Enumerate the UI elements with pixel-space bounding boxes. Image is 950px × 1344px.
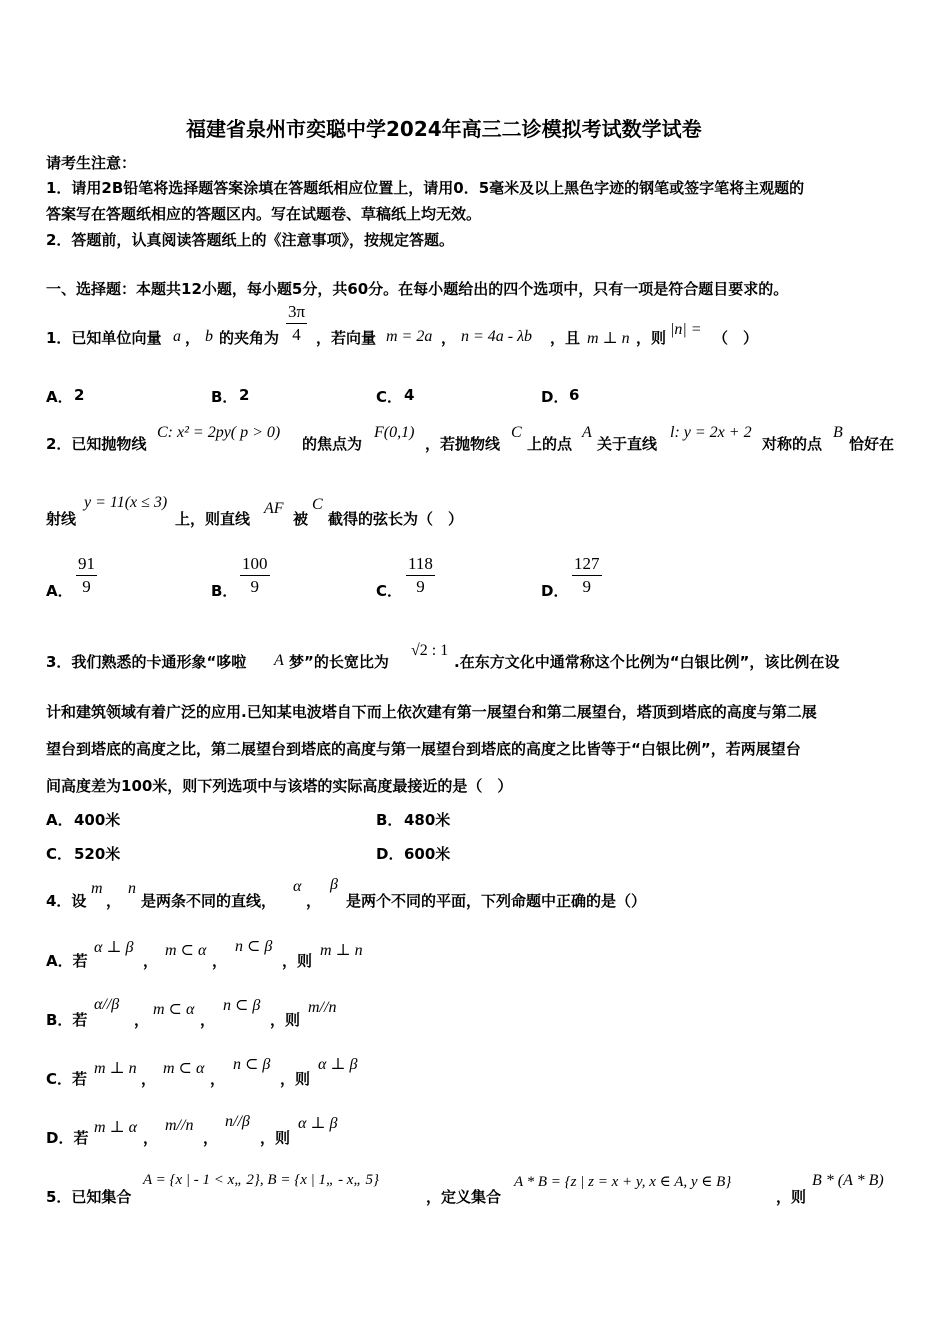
q2-option-a-numerator: 91 [76,554,97,576]
q2-text-8: 射线 [46,510,77,528]
q4-option-a-result: m ⊥ n [320,942,363,959]
q2-option-c-label: C． [376,582,403,600]
q4-option-d-sep-2: ， [203,1129,219,1147]
q4-option-b-result: m//n [308,999,337,1016]
q5-definition: A * B = {z | z = x + y, x ∈ A, y ∈ B} [514,1174,732,1190]
q5-text-1: 5．已知集合 [46,1188,132,1206]
q1-comma: ， [185,329,201,347]
q4-plane-alpha: α [293,878,302,895]
q4-line-n: n [128,880,136,897]
q3-line-3: 望台到塔底的高度之比，第二展望台到塔底的高度与第一展望台到塔底的高度之比皆等于“白银比例”，若两展望台 [46,740,801,758]
q4-option-a-sep-2: ， [212,952,228,970]
q1-abs-n: |n| = [670,321,702,338]
q4-option-a-cond-2: m ⊂ α [165,942,207,959]
q4-comma-2: ， [306,892,322,910]
q4-option-d-then: ，则 [260,1129,291,1147]
q1-option-d-value: 6 [569,386,580,404]
section-heading: 一、选择题：本题共12小题，每小题5分，共60分。在每小题给出的四个选项中，只有一项是符合题目要求的。 [46,280,789,298]
q2-option-d-fraction [572,554,602,598]
q2-text-6: 对称的点 [762,435,823,453]
q3-text-3: .在东方文化中通常称这个比例为“白银比例”，该比例在设 [454,653,840,671]
q3-text-1: 3．我们熟悉的卡通形象“哆啦 [46,653,247,671]
q4-option-b-label: B．若 [46,1011,88,1029]
q1-option-a-label: A． [46,388,73,406]
q3-option-b-label: B． [376,811,403,829]
q2-line: l: y = 2x + 2 [670,424,752,441]
q3-option-b-value: 480米 [404,811,451,829]
q2-option-a-label: A． [46,582,73,600]
q5-expression: B * (A * B) [812,1172,884,1189]
q3-line-4: 间高度差为100米，则下列选项中与该塔的实际高度最接近的是（ ） [46,777,513,795]
q2-text-9: 上，则直线 [175,510,251,528]
q4-option-d-cond-2: m//n [165,1117,194,1134]
q5-text-2: ，定义集合 [426,1188,502,1206]
q4-plane-beta: β [330,876,338,893]
q4-option-a-cond-3: n ⊂ β [235,938,273,955]
q1-option-a-value: 2 [74,386,85,404]
q2-curve-c-2: C [312,496,323,513]
notice-line-1a: 1．请用2B铅笔将选择题答案涂填在答题纸相应位置上，请用0．5毫米及以上黑色字迹的钢笔或签字笔将主观题的 [46,179,805,197]
q2-text-5: 关于直线 [597,435,658,453]
q4-option-c-cond-1: m ⊥ n [94,1060,137,1077]
q2-curve-c: C [511,424,522,441]
q2-option-d-label: D． [541,582,569,600]
q1-vector-a: a [173,328,181,345]
q1-angle-fraction [286,302,307,346]
q2-option-b-fraction [240,554,270,598]
notice-heading: 请考生注意： [46,154,137,172]
q2-option-a-fraction [76,554,97,598]
q3-option-a-value: 400米 [74,811,121,829]
q5-text-3: ，则 [776,1188,807,1206]
q1-m-definition: m = 2a [386,328,433,345]
q4-line-m: m [91,880,103,897]
q3-ratio: √2 : 1 [411,642,449,659]
q1-option-b-value: 2 [239,386,250,404]
q3-letter-a: A [274,652,284,669]
page-title: 福建省泉州市奕聪中学2024年高三二诊模拟考试数学试卷 [186,117,702,141]
q4-text-2: 是两条不同的直线， [141,892,277,910]
q1-text-3: ，若向量 [316,329,377,347]
q4-text-1: 4．设 [46,892,87,910]
q1-option-c-label: C． [376,388,403,406]
q2-text-11: 截得的弦长为（ ） [328,510,464,528]
q4-option-b-cond-2: m ⊂ α [153,1001,195,1018]
q1-angle-numerator: 3π [286,302,307,324]
q2-ray: y = 11(x ≤ 3) [84,494,168,511]
q4-option-a-label: A．若 [46,952,88,970]
q4-option-b-then: ，则 [270,1011,301,1029]
q3-option-d-label: D． [376,845,404,863]
q4-option-b-cond-3: n ⊂ β [223,997,261,1014]
notice-line-2: 2．答题前，认真阅读答题纸上的《注意事项》，按规定答题。 [46,231,454,249]
q3-line-2: 计和建筑领域有着广泛的应用.已知某电波塔自下而上依次建有第一展望台和第二展望台，塔顶到塔底的高度与第二展 [46,703,817,721]
notice-line-1b: 答案写在答题纸相应的答题区内。写在试题卷、草稿纸上均无效。 [46,205,482,223]
q1-n-definition: n = 4a - λb [461,328,533,345]
q4-option-b-cond-1: α//β [94,996,120,1013]
q2-focus: F(0,1) [374,424,415,441]
q4-comma: ， [106,892,122,910]
q3-option-a-label: A． [46,811,73,829]
q1-text-1: 1．已知单位向量 [46,329,162,347]
q4-option-c-cond-3: n ⊂ β [233,1056,271,1073]
q1-text-2: 的夹角为 [219,329,280,347]
q1-text-5: ，则 [636,329,667,347]
q4-option-d-result: α ⊥ β [298,1115,338,1132]
q4-option-a-sep-1: ， [143,952,159,970]
q1-option-b-label: B． [211,388,238,406]
q2-text-7: 恰好在 [849,435,895,453]
q4-option-c-result: α ⊥ β [318,1056,358,1073]
q5-sets: A = {x | - 1 < x„ 2}, B = {x | 1„ - x„ 5} [143,1172,380,1188]
q2-option-c-denominator: 9 [416,577,425,596]
q2-point-b: B [833,424,843,441]
q4-option-d-label: D．若 [46,1129,89,1147]
q4-option-b-sep-1: ， [134,1011,150,1029]
q4-option-c-sep-2: ， [210,1070,226,1088]
q3-option-d-value: 600米 [404,845,451,863]
q4-option-c-sep-1: ， [141,1070,157,1088]
q4-option-b-sep-2: ， [200,1011,216,1029]
q4-option-d-sep-1: ， [143,1129,159,1147]
q1-answer-paren: （ ） [713,329,759,347]
q4-text-3: 是两个不同的平面，下列命题中正确的是（） [346,892,647,910]
q2-option-b-label: B． [211,582,238,600]
q1-angle-denominator: 4 [292,325,301,344]
q4-option-c-then: ，则 [280,1070,311,1088]
q2-option-c-fraction [406,554,435,598]
q2-line-af: AF [264,500,284,517]
q2-text-3: ，若抛物线 [425,435,501,453]
q2-option-d-denominator: 9 [582,577,591,596]
q4-option-a-cond-1: α ⊥ β [94,939,134,956]
q2-option-b-numerator: 100 [240,554,270,576]
q3-option-c-value: 520米 [74,845,121,863]
q1-text-4: ，且 [550,329,581,347]
q1-vector-b: b [205,328,213,345]
q2-point-a: A [582,424,592,441]
q2-parabola: C: x² = 2py( p > 0) [157,424,281,441]
q2-option-d-numerator: 127 [572,554,602,576]
q2-text-1: 2．已知抛物线 [46,435,147,453]
q3-text-2: 梦”的长宽比为 [289,653,389,671]
q4-option-a-then: ，则 [282,952,313,970]
q2-option-a-denominator: 9 [82,577,91,596]
q2-text-2: 的焦点为 [302,435,363,453]
q4-option-c-cond-2: m ⊂ α [163,1060,205,1077]
q1-option-c-value: 4 [404,386,415,404]
q4-option-d-cond-3: n//β [225,1113,250,1130]
q3-option-c-label: C． [46,845,73,863]
q2-text-10: 被 [293,510,309,528]
q4-option-d-cond-1: m ⊥ α [94,1119,137,1136]
q2-option-c-numerator: 118 [406,554,435,576]
q1-option-d-label: D． [541,388,569,406]
q4-option-c-label: C．若 [46,1070,88,1088]
q1-comma-2: ， [441,329,457,347]
q2-option-b-denominator: 9 [250,577,259,596]
q2-text-4: 上的点 [527,435,573,453]
q1-perpendicular: m ⊥ n [587,330,630,347]
